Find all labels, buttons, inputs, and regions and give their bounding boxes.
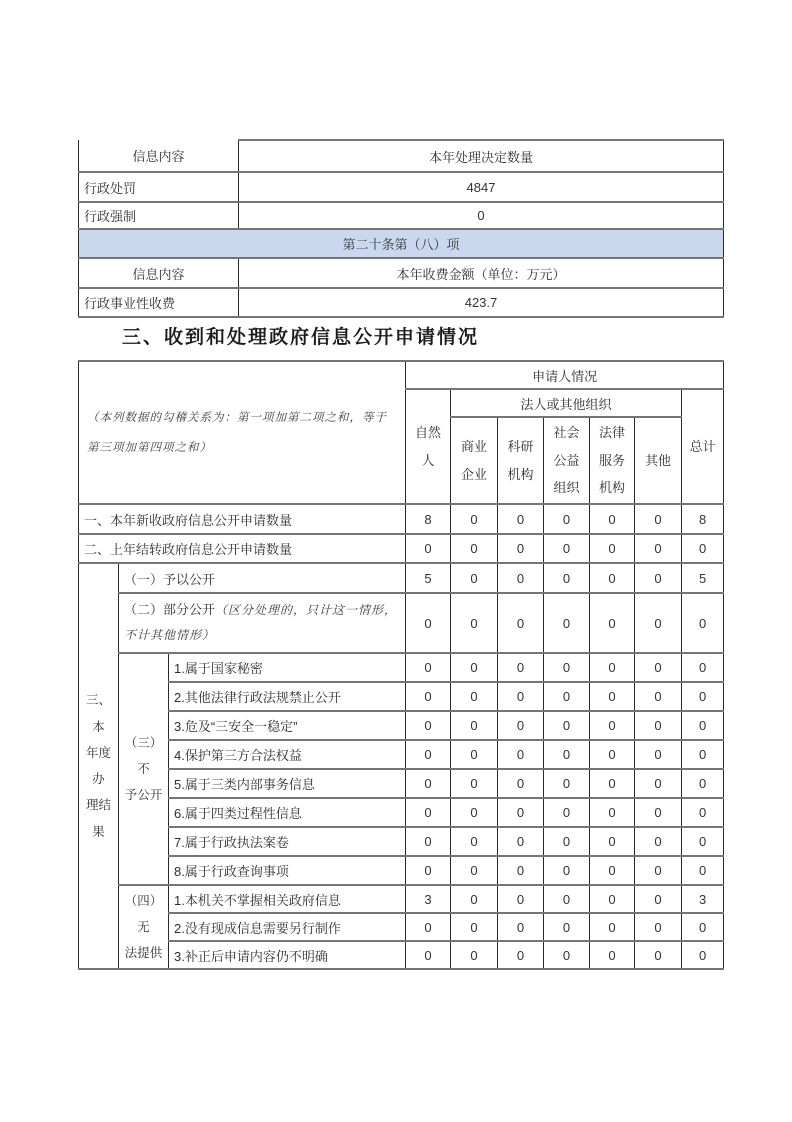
row-label: 行政处罚 <box>79 172 239 202</box>
row-label: 行政强制 <box>79 202 239 229</box>
value-cell: 0 <box>451 504 498 534</box>
value-cell: 0 <box>406 913 451 941</box>
value-cell: 0 <box>682 798 724 827</box>
row-label: 6.属于四类过程性信息 <box>169 798 406 827</box>
value-cell: 0 <box>498 827 544 856</box>
value-cell: 0 <box>498 593 544 653</box>
value-cell: 0 <box>682 856 724 885</box>
table-row <box>79 653 724 682</box>
result-group-label: 三、本 年度办 理结果 <box>79 563 119 969</box>
table-row <box>79 172 724 202</box>
value-cell: 0 <box>544 653 590 682</box>
refuse-group-label: （三）不 予公开 <box>119 653 169 885</box>
value-cell: 0 <box>544 593 590 653</box>
table-row <box>79 229 724 258</box>
value-cell: 0 <box>635 885 682 913</box>
applicant-group-header: 申请人情况 <box>406 361 724 389</box>
value-cell: 0 <box>498 504 544 534</box>
table-row <box>79 202 724 229</box>
value-cell: 0 <box>544 798 590 827</box>
value-cell: 0 <box>590 856 635 885</box>
table-row <box>79 140 724 172</box>
row-label: 3.危及“三安全一稳定” <box>169 711 406 740</box>
org-type-header: 商业企业 <box>451 417 498 504</box>
table-row <box>79 361 724 389</box>
table-row <box>79 827 724 856</box>
section-band: 第二十条第（八）项 <box>79 229 724 258</box>
note-line: 第三项加第四项之和） <box>87 441 212 454</box>
value-cell: 0 <box>590 653 635 682</box>
value-cell: 8 <box>682 504 724 534</box>
org-type-header: 科研机构 <box>498 417 544 504</box>
value-cell: 0 <box>451 827 498 856</box>
table-row <box>79 258 724 288</box>
column-header: 信息内容 <box>79 140 239 172</box>
value-cell: 0 <box>590 711 635 740</box>
org-type-header: 社会公益组织 <box>544 417 590 504</box>
value-cell: 0 <box>682 653 724 682</box>
row-label: 行政事业性收费 <box>79 288 239 317</box>
total-header: 总计 <box>682 389 724 504</box>
row-label: （一）予以公开 <box>119 563 406 593</box>
value-cell: 0 <box>590 913 635 941</box>
table-row <box>79 856 724 885</box>
org-type-header: 法律服务机构 <box>590 417 635 504</box>
value-cell: 8 <box>406 504 451 534</box>
row-label: 7.属于行政执法案卷 <box>169 827 406 856</box>
row-label: 一、本年新收政府信息公开申请数量 <box>79 504 406 534</box>
table-row <box>79 682 724 711</box>
value-cell: 0 <box>451 711 498 740</box>
value-cell: 0 <box>406 769 451 798</box>
column-header: 本年处理决定数量 <box>239 140 724 172</box>
table-row <box>79 941 724 969</box>
value-cell: 0 <box>451 856 498 885</box>
value-cell: 0 <box>635 682 682 711</box>
natural-person-header: 自然人 <box>406 389 451 504</box>
value-cell: 0 <box>406 534 451 563</box>
value-cell: 0 <box>635 563 682 593</box>
value-cell: 0 <box>544 740 590 769</box>
value-cell: 0 <box>635 769 682 798</box>
value-cell: 0 <box>498 913 544 941</box>
column-header: 信息内容 <box>79 258 239 288</box>
value-cell: 0 <box>498 711 544 740</box>
table-row <box>79 711 724 740</box>
value-cell: 0 <box>544 885 590 913</box>
value-cell: 0 <box>406 593 451 653</box>
value-cell: 0 <box>406 653 451 682</box>
value-cell: 0 <box>544 913 590 941</box>
value-cell: 0 <box>635 798 682 827</box>
row-label: 1.本机关不掌握相关政府信息 <box>169 885 406 913</box>
value-cell: 0 <box>451 769 498 798</box>
request-table <box>78 360 724 970</box>
value-cell: 0 <box>498 740 544 769</box>
value-cell: 0 <box>544 711 590 740</box>
value-cell: 0 <box>544 769 590 798</box>
value-cell: 0 <box>498 769 544 798</box>
value-cell: 0 <box>544 563 590 593</box>
value-cell: 0 <box>590 740 635 769</box>
table-row <box>79 913 724 941</box>
value-cell: 0 <box>451 593 498 653</box>
row-label: 5.属于三类内部事务信息 <box>169 769 406 798</box>
value-cell: 0 <box>635 941 682 969</box>
value-cell: 0 <box>544 504 590 534</box>
value-cell: 0 <box>406 856 451 885</box>
value-cell: 0 <box>590 827 635 856</box>
value-cell: 0 <box>590 682 635 711</box>
table-row <box>79 798 724 827</box>
value-cell: 0 <box>451 682 498 711</box>
value-cell: 0 <box>635 711 682 740</box>
value-cell: 5 <box>406 563 451 593</box>
value-cell: 0 <box>590 885 635 913</box>
value-cell: 0 <box>682 593 724 653</box>
value-cell: 0 <box>590 798 635 827</box>
row-label: 4.保护第三方合法权益 <box>169 740 406 769</box>
value-cell: 0 <box>406 682 451 711</box>
value-cell: 0 <box>590 534 635 563</box>
section-heading: 三、收到和处理政府信息公开申请情况 <box>122 327 480 348</box>
value-cell: 0 <box>682 534 724 563</box>
value-cell: 0 <box>682 941 724 969</box>
value-cell: 0 <box>635 856 682 885</box>
value-cell: 0 <box>635 593 682 653</box>
value-cell: 0 <box>635 504 682 534</box>
unable-group-label: （四）无 法提供 <box>119 885 169 969</box>
value-cell: 0 <box>498 856 544 885</box>
value-cell: 0 <box>451 941 498 969</box>
value-cell: 5 <box>682 563 724 593</box>
value-cell: 0 <box>590 769 635 798</box>
processing-decision-table <box>78 139 724 318</box>
value-cell: 0 <box>682 913 724 941</box>
value-cell: 0 <box>682 682 724 711</box>
value-cell: 0 <box>498 563 544 593</box>
value-cell: 0 <box>498 534 544 563</box>
row-value: 423.7 <box>239 288 724 317</box>
row-label: 8.属于行政查询事项 <box>169 856 406 885</box>
value-cell: 0 <box>635 740 682 769</box>
value-cell: 0 <box>544 682 590 711</box>
org-type-header: 其他 <box>635 417 682 504</box>
table-row <box>79 769 724 798</box>
value-cell: 0 <box>635 653 682 682</box>
table-row <box>79 504 724 534</box>
value-cell: 0 <box>682 711 724 740</box>
value-cell: 0 <box>498 682 544 711</box>
row-label: 2.其他法律行政法规禁止公开 <box>169 682 406 711</box>
column-header: 本年收费金额（单位：万元） <box>239 258 724 288</box>
value-cell: 0 <box>451 534 498 563</box>
row-label: 二、上年结转政府信息公开申请数量 <box>79 534 406 563</box>
value-cell: 0 <box>451 740 498 769</box>
value-cell: 0 <box>544 827 590 856</box>
row-label: 3.补正后申请内容仍不明确 <box>169 941 406 969</box>
value-cell: 0 <box>635 827 682 856</box>
value-cell: 0 <box>451 885 498 913</box>
value-cell: 0 <box>406 798 451 827</box>
note-line: （本列数据的勾稽关系为：第一项加第二项之和，等于 <box>87 411 387 424</box>
value-cell: 3 <box>682 885 724 913</box>
table-row <box>79 563 724 593</box>
value-cell: 0 <box>544 941 590 969</box>
value-cell: 0 <box>590 504 635 534</box>
table-row <box>79 885 724 913</box>
value-cell: 0 <box>635 913 682 941</box>
row-label: （二）部分公开（区分处理的，只计这一情形，不计其他情形） <box>119 593 406 653</box>
row-label: 2.没有现成信息需要另行制作 <box>169 913 406 941</box>
value-cell: 0 <box>406 740 451 769</box>
table-row <box>79 593 724 653</box>
value-cell: 0 <box>406 941 451 969</box>
table-row <box>79 534 724 563</box>
value-cell: 0 <box>498 885 544 913</box>
value-cell: 0 <box>451 653 498 682</box>
value-cell: 0 <box>544 534 590 563</box>
row-value: 4847 <box>239 172 724 202</box>
value-cell: 0 <box>498 653 544 682</box>
value-cell: 0 <box>635 534 682 563</box>
value-cell: 0 <box>406 827 451 856</box>
value-cell: 0 <box>498 798 544 827</box>
value-cell: 0 <box>590 563 635 593</box>
value-cell: 0 <box>682 740 724 769</box>
value-cell: 3 <box>406 885 451 913</box>
value-cell: 0 <box>682 827 724 856</box>
org-group-header: 法人或其他组织 <box>451 389 682 417</box>
table-row <box>79 740 724 769</box>
value-cell: 0 <box>451 563 498 593</box>
reconciliation-note-cell <box>79 361 406 504</box>
value-cell: 0 <box>544 856 590 885</box>
value-cell: 0 <box>451 798 498 827</box>
value-cell: 0 <box>451 913 498 941</box>
value-cell: 0 <box>590 941 635 969</box>
table-row <box>79 288 724 317</box>
value-cell: 0 <box>590 593 635 653</box>
value-cell: 0 <box>406 711 451 740</box>
row-value: 0 <box>239 202 724 229</box>
value-cell: 0 <box>682 769 724 798</box>
value-cell: 0 <box>498 941 544 969</box>
row-label: 1.属于国家秘密 <box>169 653 406 682</box>
